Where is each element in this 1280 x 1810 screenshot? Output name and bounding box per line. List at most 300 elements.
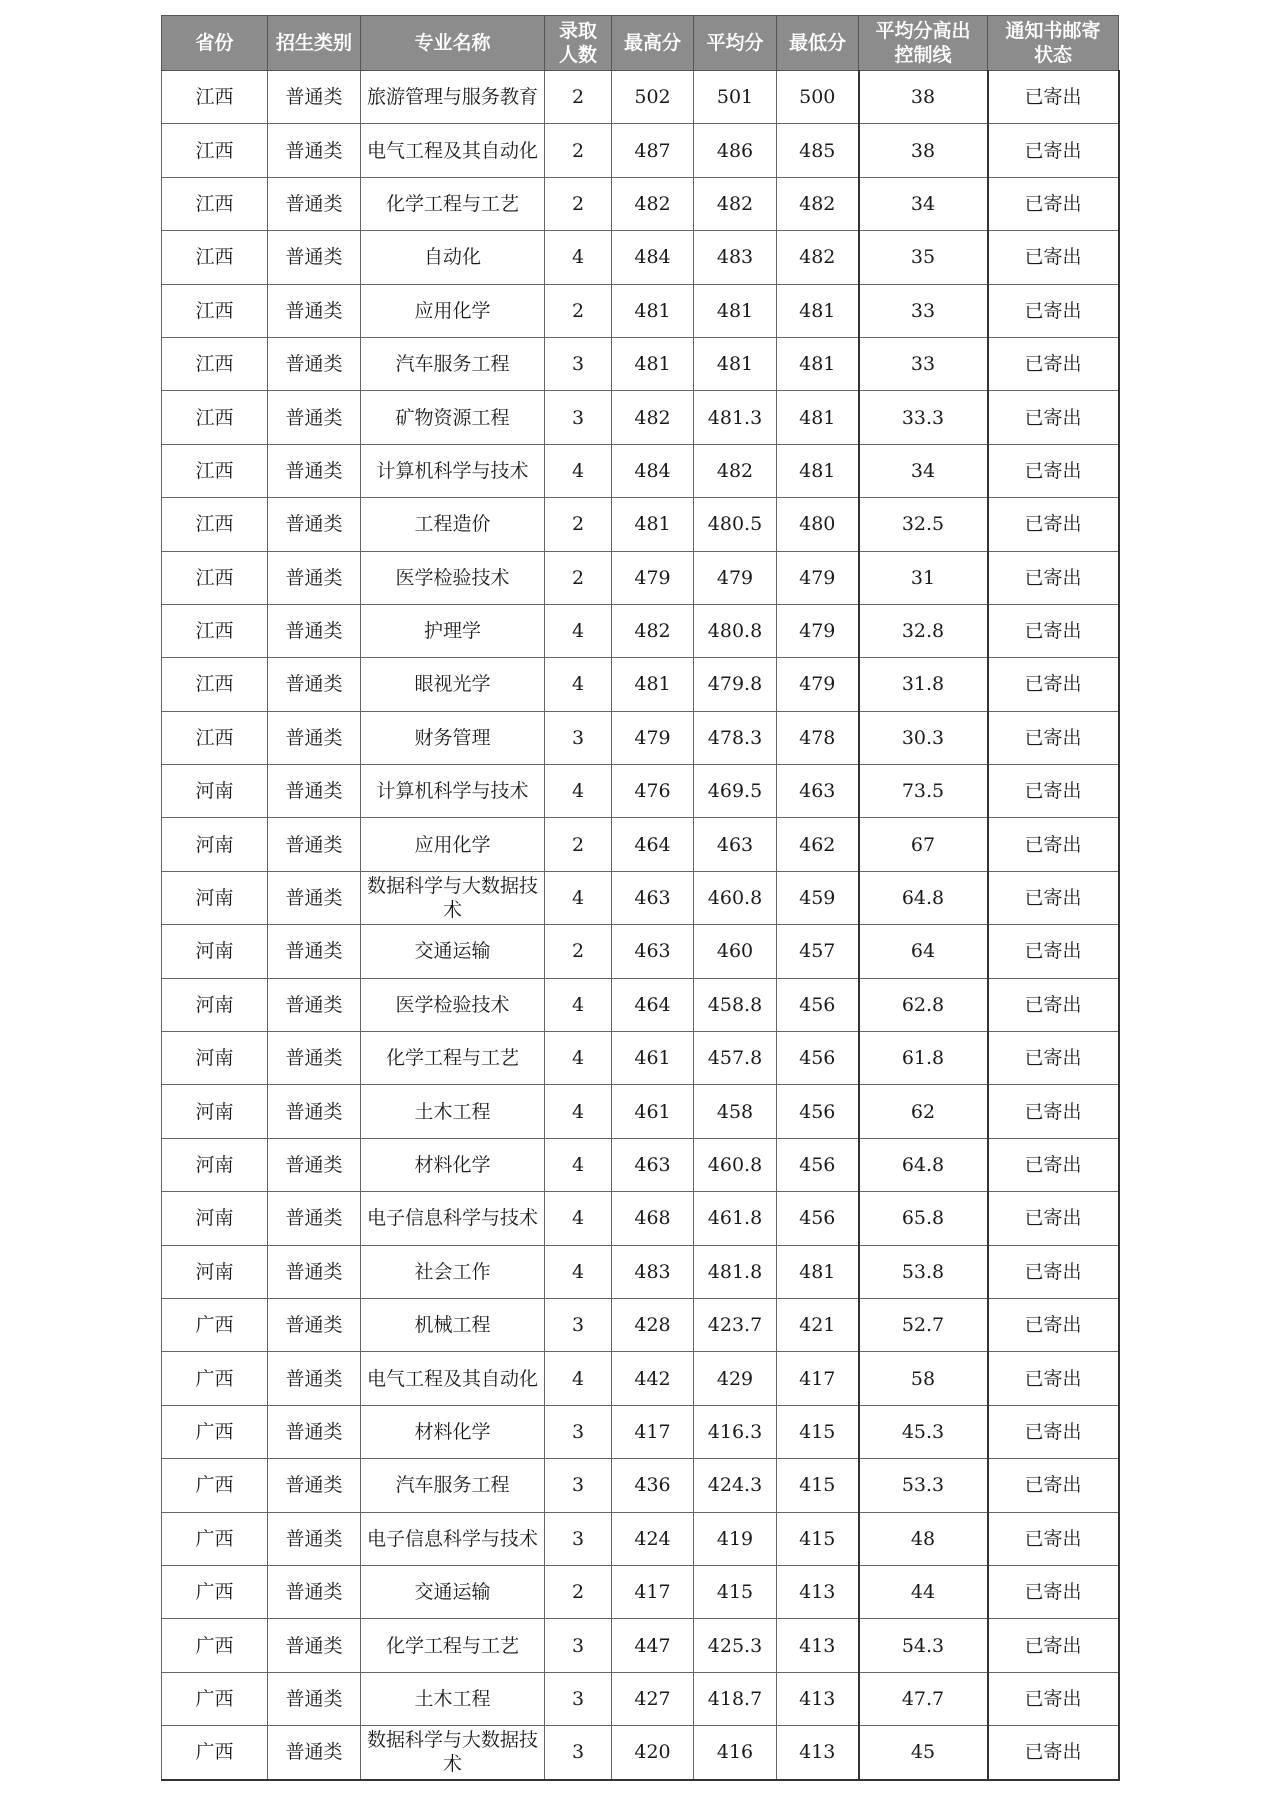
cell-province: 河南 bbox=[162, 1138, 268, 1191]
cell-notice-status: 已寄出 bbox=[988, 1459, 1119, 1512]
header-major: 专业名称 bbox=[361, 16, 545, 71]
cell-avg-above-line: 48 bbox=[859, 1512, 988, 1565]
cell-min-score: 481 bbox=[777, 1245, 859, 1298]
table-row bbox=[162, 1032, 1119, 1085]
cell-province: 江西 bbox=[162, 231, 268, 284]
table-row bbox=[162, 1565, 1119, 1618]
cell-admitted-count: 3 bbox=[545, 391, 612, 444]
cell-province: 河南 bbox=[162, 1192, 268, 1245]
cell-avg-above-line: 32.8 bbox=[859, 604, 988, 657]
cell-avg-above-line: 32.5 bbox=[859, 498, 988, 551]
cell-category: 普通类 bbox=[268, 284, 361, 337]
cell-avg-above-line: 33 bbox=[859, 337, 988, 390]
cell-avg-score: 481.8 bbox=[694, 1245, 777, 1298]
cell-category: 普通类 bbox=[268, 1405, 361, 1458]
cell-avg-above-line: 65.8 bbox=[859, 1192, 988, 1245]
header-notice-status: 通知书邮寄 状态 bbox=[988, 16, 1119, 71]
cell-min-score: 481 bbox=[777, 284, 859, 337]
cell-major: 材料化学 bbox=[361, 1138, 545, 1191]
table-row bbox=[162, 124, 1119, 177]
cell-avg-above-line: 54.3 bbox=[859, 1619, 988, 1672]
cell-avg-above-line: 53.3 bbox=[859, 1459, 988, 1512]
cell-category: 普通类 bbox=[268, 337, 361, 390]
cell-avg-above-line: 58 bbox=[859, 1352, 988, 1405]
cell-max-score: 482 bbox=[612, 391, 694, 444]
cell-max-score: 479 bbox=[612, 551, 694, 604]
cell-province: 广西 bbox=[162, 1672, 268, 1725]
cell-admitted-count: 4 bbox=[545, 1085, 612, 1138]
cell-major: 应用化学 bbox=[361, 818, 545, 871]
cell-province: 江西 bbox=[162, 337, 268, 390]
header-category: 招生类别 bbox=[268, 16, 361, 71]
cell-min-score: 415 bbox=[777, 1512, 859, 1565]
cell-province: 河南 bbox=[162, 818, 268, 871]
cell-notice-status: 已寄出 bbox=[988, 711, 1119, 764]
cell-notice-status: 已寄出 bbox=[988, 1192, 1119, 1245]
cell-avg-above-line: 31 bbox=[859, 551, 988, 604]
cell-avg-score: 483 bbox=[694, 231, 777, 284]
cell-min-score: 462 bbox=[777, 818, 859, 871]
cell-category: 普通类 bbox=[268, 551, 361, 604]
cell-max-score: 424 bbox=[612, 1512, 694, 1565]
table-row bbox=[162, 1298, 1119, 1351]
cell-min-score: 421 bbox=[777, 1298, 859, 1351]
cell-admitted-count: 2 bbox=[545, 177, 612, 230]
cell-admitted-count: 2 bbox=[545, 1565, 612, 1618]
cell-avg-score: 469.5 bbox=[694, 765, 777, 818]
cell-province: 广西 bbox=[162, 1405, 268, 1458]
cell-category: 普通类 bbox=[268, 1085, 361, 1138]
cell-category: 普通类 bbox=[268, 818, 361, 871]
cell-province: 河南 bbox=[162, 925, 268, 978]
cell-province: 广西 bbox=[162, 1726, 268, 1780]
cell-avg-above-line: 61.8 bbox=[859, 1032, 988, 1085]
cell-major: 化学工程与工艺 bbox=[361, 1032, 545, 1085]
cell-avg-above-line: 64.8 bbox=[859, 1138, 988, 1191]
cell-max-score: 428 bbox=[612, 1298, 694, 1351]
cell-notice-status: 已寄出 bbox=[988, 1298, 1119, 1351]
cell-min-score: 457 bbox=[777, 925, 859, 978]
cell-category: 普通类 bbox=[268, 1245, 361, 1298]
cell-min-score: 485 bbox=[777, 124, 859, 177]
cell-category: 普通类 bbox=[268, 1565, 361, 1618]
cell-min-score: 456 bbox=[777, 978, 859, 1031]
cell-max-score: 464 bbox=[612, 978, 694, 1031]
cell-avg-score: 415 bbox=[694, 1565, 777, 1618]
cell-avg-score: 480.8 bbox=[694, 604, 777, 657]
cell-max-score: 481 bbox=[612, 284, 694, 337]
cell-notice-status: 已寄出 bbox=[988, 1138, 1119, 1191]
cell-province: 江西 bbox=[162, 124, 268, 177]
cell-admitted-count: 3 bbox=[545, 1672, 612, 1725]
cell-category: 普通类 bbox=[268, 1672, 361, 1725]
cell-major: 矿物资源工程 bbox=[361, 391, 545, 444]
cell-province: 广西 bbox=[162, 1512, 268, 1565]
cell-avg-score: 460.8 bbox=[694, 1138, 777, 1191]
cell-min-score: 479 bbox=[777, 551, 859, 604]
cell-avg-above-line: 62.8 bbox=[859, 978, 988, 1031]
cell-category: 普通类 bbox=[268, 1352, 361, 1405]
cell-avg-score: 460 bbox=[694, 925, 777, 978]
cell-notice-status: 已寄出 bbox=[988, 1565, 1119, 1618]
cell-notice-status: 已寄出 bbox=[988, 498, 1119, 551]
cell-avg-above-line: 52.7 bbox=[859, 1298, 988, 1351]
cell-category: 普通类 bbox=[268, 444, 361, 497]
cell-province: 江西 bbox=[162, 284, 268, 337]
cell-notice-status: 已寄出 bbox=[988, 1726, 1119, 1780]
cell-max-score: 420 bbox=[612, 1726, 694, 1780]
cell-max-score: 427 bbox=[612, 1672, 694, 1725]
cell-avg-above-line: 47.7 bbox=[859, 1672, 988, 1725]
cell-max-score: 484 bbox=[612, 231, 694, 284]
cell-avg-score: 423.7 bbox=[694, 1298, 777, 1351]
cell-major: 眼视光学 bbox=[361, 658, 545, 711]
table-row bbox=[162, 1352, 1119, 1405]
cell-avg-score: 478.3 bbox=[694, 711, 777, 764]
cell-category: 普通类 bbox=[268, 1298, 361, 1351]
cell-avg-score: 416.3 bbox=[694, 1405, 777, 1458]
cell-notice-status: 已寄出 bbox=[988, 1245, 1119, 1298]
cell-province: 江西 bbox=[162, 444, 268, 497]
cell-province: 江西 bbox=[162, 71, 268, 124]
cell-category: 普通类 bbox=[268, 498, 361, 551]
table-row bbox=[162, 658, 1119, 711]
cell-province: 广西 bbox=[162, 1459, 268, 1512]
cell-min-score: 415 bbox=[777, 1405, 859, 1458]
cell-min-score: 482 bbox=[777, 231, 859, 284]
cell-notice-status: 已寄出 bbox=[988, 337, 1119, 390]
cell-notice-status: 已寄出 bbox=[988, 1512, 1119, 1565]
cell-avg-above-line: 62 bbox=[859, 1085, 988, 1138]
table-row bbox=[162, 391, 1119, 444]
cell-notice-status: 已寄出 bbox=[988, 391, 1119, 444]
cell-major: 材料化学 bbox=[361, 1405, 545, 1458]
cell-admitted-count: 2 bbox=[545, 124, 612, 177]
cell-province: 江西 bbox=[162, 711, 268, 764]
cell-avg-score: 419 bbox=[694, 1512, 777, 1565]
cell-avg-above-line: 33 bbox=[859, 284, 988, 337]
cell-avg-above-line: 38 bbox=[859, 124, 988, 177]
cell-avg-above-line: 38 bbox=[859, 71, 988, 124]
cell-admitted-count: 2 bbox=[545, 284, 612, 337]
header-max-score: 最高分 bbox=[612, 16, 694, 71]
table-row bbox=[162, 444, 1119, 497]
cell-province: 河南 bbox=[162, 871, 268, 924]
cell-major: 电气工程及其自动化 bbox=[361, 124, 545, 177]
cell-max-score: 476 bbox=[612, 765, 694, 818]
cell-admitted-count: 4 bbox=[545, 1192, 612, 1245]
cell-major: 汽车服务工程 bbox=[361, 337, 545, 390]
cell-admitted-count: 3 bbox=[545, 1459, 612, 1512]
cell-min-score: 456 bbox=[777, 1032, 859, 1085]
cell-category: 普通类 bbox=[268, 124, 361, 177]
cell-avg-above-line: 45 bbox=[859, 1726, 988, 1780]
cell-avg-above-line: 64 bbox=[859, 925, 988, 978]
cell-admitted-count: 2 bbox=[545, 498, 612, 551]
table-row bbox=[162, 1138, 1119, 1191]
cell-avg-above-line: 33.3 bbox=[859, 391, 988, 444]
cell-max-score: 479 bbox=[612, 711, 694, 764]
cell-admitted-count: 4 bbox=[545, 444, 612, 497]
cell-major: 交通运输 bbox=[361, 1565, 545, 1618]
table-header bbox=[162, 16, 1119, 71]
cell-province: 河南 bbox=[162, 978, 268, 1031]
cell-avg-score: 482 bbox=[694, 177, 777, 230]
cell-admitted-count: 3 bbox=[545, 337, 612, 390]
cell-province: 广西 bbox=[162, 1619, 268, 1672]
cell-admitted-count: 2 bbox=[545, 551, 612, 604]
cell-avg-score: 458 bbox=[694, 1085, 777, 1138]
cell-max-score: 463 bbox=[612, 871, 694, 924]
cell-admitted-count: 2 bbox=[545, 925, 612, 978]
admissions-table bbox=[161, 15, 1120, 1781]
cell-category: 普通类 bbox=[268, 1619, 361, 1672]
cell-min-score: 413 bbox=[777, 1726, 859, 1780]
cell-avg-score: 460.8 bbox=[694, 871, 777, 924]
cell-category: 普通类 bbox=[268, 177, 361, 230]
cell-major: 应用化学 bbox=[361, 284, 545, 337]
cell-admitted-count: 3 bbox=[545, 1298, 612, 1351]
cell-admitted-count: 3 bbox=[545, 711, 612, 764]
cell-province: 广西 bbox=[162, 1298, 268, 1351]
cell-max-score: 447 bbox=[612, 1619, 694, 1672]
cell-category: 普通类 bbox=[268, 871, 361, 924]
cell-notice-status: 已寄出 bbox=[988, 284, 1119, 337]
cell-major: 医学检验技术 bbox=[361, 978, 545, 1031]
cell-province: 广西 bbox=[162, 1565, 268, 1618]
cell-avg-score: 479 bbox=[694, 551, 777, 604]
cell-avg-score: 479.8 bbox=[694, 658, 777, 711]
cell-category: 普通类 bbox=[268, 658, 361, 711]
cell-avg-above-line: 45.3 bbox=[859, 1405, 988, 1458]
cell-avg-above-line: 31.8 bbox=[859, 658, 988, 711]
cell-max-score: 468 bbox=[612, 1192, 694, 1245]
cell-max-score: 481 bbox=[612, 498, 694, 551]
header-min-score: 最低分 bbox=[777, 16, 859, 71]
cell-avg-score: 481 bbox=[694, 284, 777, 337]
cell-avg-score: 416 bbox=[694, 1726, 777, 1780]
cell-major: 计算机科学与技术 bbox=[361, 444, 545, 497]
cell-province: 江西 bbox=[162, 604, 268, 657]
cell-max-score: 502 bbox=[612, 71, 694, 124]
table-row bbox=[162, 1512, 1119, 1565]
cell-province: 河南 bbox=[162, 1085, 268, 1138]
cell-notice-status: 已寄出 bbox=[988, 1032, 1119, 1085]
cell-avg-above-line: 34 bbox=[859, 177, 988, 230]
cell-max-score: 464 bbox=[612, 818, 694, 871]
cell-avg-above-line: 53.8 bbox=[859, 1245, 988, 1298]
cell-admitted-count: 4 bbox=[545, 1138, 612, 1191]
cell-avg-above-line: 67 bbox=[859, 818, 988, 871]
cell-max-score: 482 bbox=[612, 604, 694, 657]
cell-major: 护理学 bbox=[361, 604, 545, 657]
cell-major: 土木工程 bbox=[361, 1672, 545, 1725]
cell-min-score: 482 bbox=[777, 177, 859, 230]
table-row bbox=[162, 1672, 1119, 1725]
cell-category: 普通类 bbox=[268, 711, 361, 764]
cell-min-score: 413 bbox=[777, 1619, 859, 1672]
cell-max-score: 417 bbox=[612, 1405, 694, 1458]
cell-notice-status: 已寄出 bbox=[988, 658, 1119, 711]
cell-max-score: 481 bbox=[612, 658, 694, 711]
cell-avg-score: 424.3 bbox=[694, 1459, 777, 1512]
cell-avg-above-line: 64.8 bbox=[859, 871, 988, 924]
cell-notice-status: 已寄出 bbox=[988, 925, 1119, 978]
cell-min-score: 479 bbox=[777, 604, 859, 657]
header-admitted-count: 录取 人数 bbox=[545, 16, 612, 71]
header-avg-above-line: 平均分高出 控制线 bbox=[859, 16, 988, 71]
cell-max-score: 484 bbox=[612, 444, 694, 497]
cell-admitted-count: 2 bbox=[545, 818, 612, 871]
cell-category: 普通类 bbox=[268, 1512, 361, 1565]
header-row bbox=[162, 16, 1119, 71]
cell-category: 普通类 bbox=[268, 71, 361, 124]
cell-admitted-count: 4 bbox=[545, 231, 612, 284]
cell-admitted-count: 2 bbox=[545, 71, 612, 124]
table-row bbox=[162, 1245, 1119, 1298]
table-row bbox=[162, 337, 1119, 390]
cell-notice-status: 已寄出 bbox=[988, 71, 1119, 124]
cell-max-score: 442 bbox=[612, 1352, 694, 1405]
cell-avg-above-line: 73.5 bbox=[859, 765, 988, 818]
cell-notice-status: 已寄出 bbox=[988, 978, 1119, 1031]
cell-major: 工程造价 bbox=[361, 498, 545, 551]
table-row bbox=[162, 498, 1119, 551]
cell-max-score: 436 bbox=[612, 1459, 694, 1512]
cell-admitted-count: 4 bbox=[545, 765, 612, 818]
cell-avg-score: 425.3 bbox=[694, 1619, 777, 1672]
cell-avg-score: 461.8 bbox=[694, 1192, 777, 1245]
cell-admitted-count: 4 bbox=[545, 1032, 612, 1085]
cell-category: 普通类 bbox=[268, 925, 361, 978]
cell-avg-score: 481 bbox=[694, 337, 777, 390]
cell-min-score: 481 bbox=[777, 337, 859, 390]
cell-major: 财务管理 bbox=[361, 711, 545, 764]
cell-major: 化学工程与工艺 bbox=[361, 1619, 545, 1672]
cell-notice-status: 已寄出 bbox=[988, 1405, 1119, 1458]
cell-min-score: 479 bbox=[777, 658, 859, 711]
cell-max-score: 461 bbox=[612, 1085, 694, 1138]
cell-max-score: 463 bbox=[612, 1138, 694, 1191]
cell-province: 江西 bbox=[162, 551, 268, 604]
cell-notice-status: 已寄出 bbox=[988, 871, 1119, 924]
cell-category: 普通类 bbox=[268, 1459, 361, 1512]
cell-major: 数据科学与大数据技术 bbox=[361, 1726, 545, 1780]
cell-avg-score: 429 bbox=[694, 1352, 777, 1405]
cell-min-score: 463 bbox=[777, 765, 859, 818]
cell-min-score: 500 bbox=[777, 71, 859, 124]
cell-notice-status: 已寄出 bbox=[988, 604, 1119, 657]
table-body bbox=[162, 71, 1119, 1780]
cell-admitted-count: 4 bbox=[545, 978, 612, 1031]
table-row bbox=[162, 1619, 1119, 1672]
cell-major: 电气工程及其自动化 bbox=[361, 1352, 545, 1405]
cell-major: 计算机科学与技术 bbox=[361, 765, 545, 818]
header-province: 省份 bbox=[162, 16, 268, 71]
cell-major: 化学工程与工艺 bbox=[361, 177, 545, 230]
header-avg-score: 平均分 bbox=[694, 16, 777, 71]
cell-province: 江西 bbox=[162, 658, 268, 711]
table-row bbox=[162, 284, 1119, 337]
cell-category: 普通类 bbox=[268, 1192, 361, 1245]
cell-major: 电子信息科学与技术 bbox=[361, 1512, 545, 1565]
table-row bbox=[162, 1726, 1119, 1780]
cell-major: 社会工作 bbox=[361, 1245, 545, 1298]
cell-avg-score: 486 bbox=[694, 124, 777, 177]
cell-notice-status: 已寄出 bbox=[988, 124, 1119, 177]
cell-min-score: 456 bbox=[777, 1192, 859, 1245]
cell-major: 旅游管理与服务教育 bbox=[361, 71, 545, 124]
cell-avg-score: 418.7 bbox=[694, 1672, 777, 1725]
cell-avg-score: 482 bbox=[694, 444, 777, 497]
cell-notice-status: 已寄出 bbox=[988, 1619, 1119, 1672]
cell-avg-score: 457.8 bbox=[694, 1032, 777, 1085]
cell-max-score: 463 bbox=[612, 925, 694, 978]
table-row bbox=[162, 925, 1119, 978]
table-row bbox=[162, 711, 1119, 764]
cell-avg-above-line: 44 bbox=[859, 1565, 988, 1618]
cell-category: 普通类 bbox=[268, 1138, 361, 1191]
cell-category: 普通类 bbox=[268, 765, 361, 818]
cell-max-score: 487 bbox=[612, 124, 694, 177]
cell-avg-score: 501 bbox=[694, 71, 777, 124]
cell-avg-above-line: 34 bbox=[859, 444, 988, 497]
cell-min-score: 481 bbox=[777, 391, 859, 444]
cell-max-score: 417 bbox=[612, 1565, 694, 1618]
table-row bbox=[162, 231, 1119, 284]
cell-province: 河南 bbox=[162, 1245, 268, 1298]
cell-avg-score: 480.5 bbox=[694, 498, 777, 551]
cell-province: 河南 bbox=[162, 1032, 268, 1085]
cell-max-score: 481 bbox=[612, 337, 694, 390]
cell-major: 医学检验技术 bbox=[361, 551, 545, 604]
cell-avg-score: 458.8 bbox=[694, 978, 777, 1031]
cell-category: 普通类 bbox=[268, 1726, 361, 1780]
cell-admitted-count: 3 bbox=[545, 1512, 612, 1565]
table-row bbox=[162, 765, 1119, 818]
cell-min-score: 456 bbox=[777, 1138, 859, 1191]
table-row bbox=[162, 1405, 1119, 1458]
table-row bbox=[162, 1192, 1119, 1245]
cell-province: 河南 bbox=[162, 765, 268, 818]
cell-min-score: 480 bbox=[777, 498, 859, 551]
cell-avg-above-line: 30.3 bbox=[859, 711, 988, 764]
cell-min-score: 481 bbox=[777, 444, 859, 497]
cell-min-score: 417 bbox=[777, 1352, 859, 1405]
table-row bbox=[162, 1459, 1119, 1512]
cell-notice-status: 已寄出 bbox=[988, 1352, 1119, 1405]
cell-admitted-count: 3 bbox=[545, 1405, 612, 1458]
table-row bbox=[162, 551, 1119, 604]
cell-category: 普通类 bbox=[268, 1032, 361, 1085]
cell-admitted-count: 3 bbox=[545, 1726, 612, 1780]
cell-max-score: 461 bbox=[612, 1032, 694, 1085]
cell-province: 广西 bbox=[162, 1352, 268, 1405]
table-row bbox=[162, 871, 1119, 924]
cell-avg-score: 463 bbox=[694, 818, 777, 871]
cell-max-score: 483 bbox=[612, 1245, 694, 1298]
cell-notice-status: 已寄出 bbox=[988, 551, 1119, 604]
cell-admitted-count: 4 bbox=[545, 604, 612, 657]
cell-notice-status: 已寄出 bbox=[988, 1672, 1119, 1725]
cell-notice-status: 已寄出 bbox=[988, 765, 1119, 818]
table-row bbox=[162, 71, 1119, 124]
cell-min-score: 415 bbox=[777, 1459, 859, 1512]
cell-min-score: 459 bbox=[777, 871, 859, 924]
cell-min-score: 413 bbox=[777, 1672, 859, 1725]
cell-notice-status: 已寄出 bbox=[988, 231, 1119, 284]
cell-avg-score: 481.3 bbox=[694, 391, 777, 444]
